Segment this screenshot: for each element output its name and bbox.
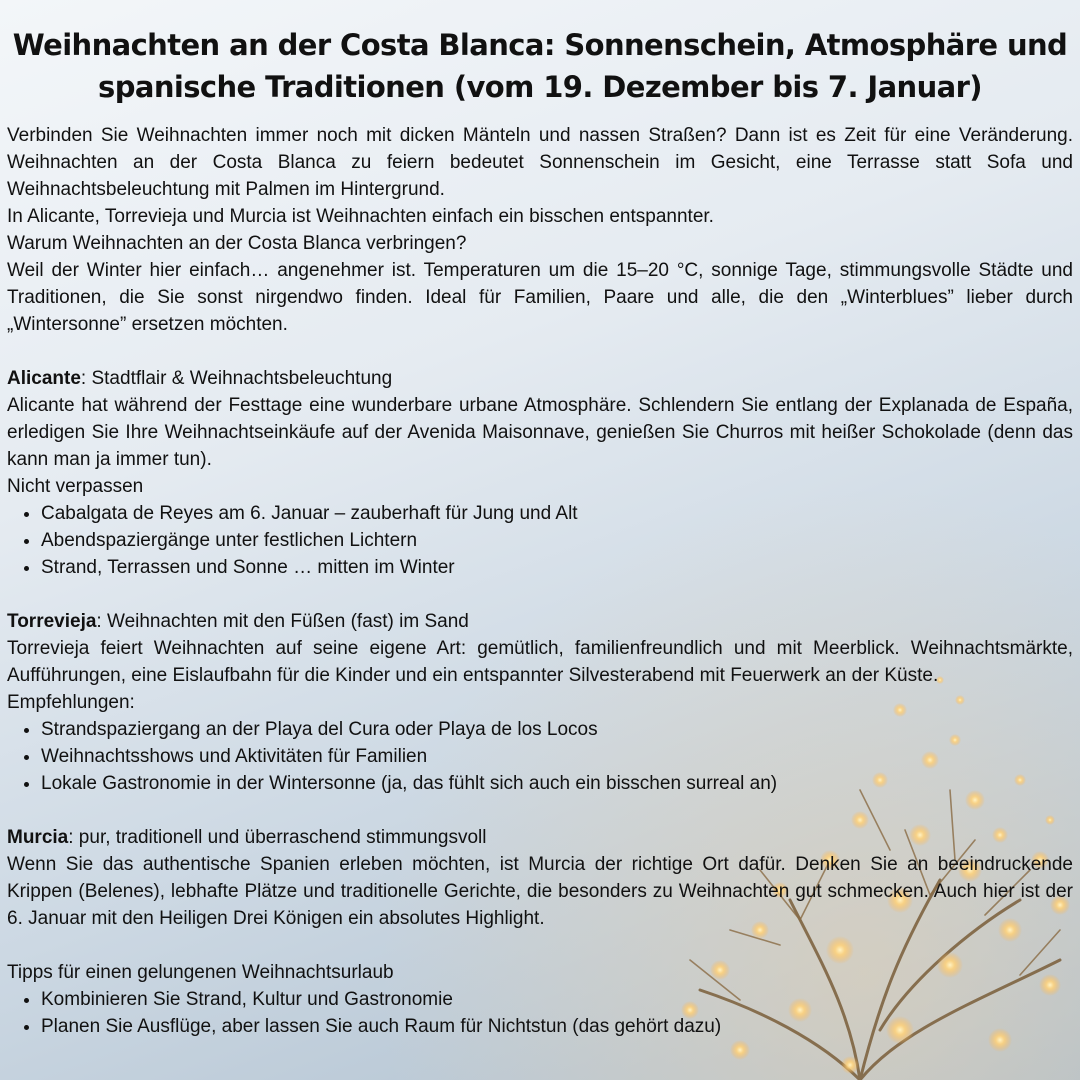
page-title: Weihnachten an der Costa Blanca: Sonnenschein, Atmosphäre und spanische Traditionen (vom 19. Dezember bis 7. Januar) bbox=[12, 28, 1068, 104]
torrevieja-list-title: Empfehlungen: bbox=[7, 692, 135, 713]
spacer bbox=[7, 581, 1073, 608]
torrevieja-list bbox=[7, 716, 1073, 797]
list-item: • Lokale Gastronomie in der Wintersonne (ja, das fühlt sich auch ein bisschen surreal an) bbox=[41, 770, 1073, 797]
spacer bbox=[7, 932, 1073, 959]
torrevieja-heading bbox=[7, 608, 1073, 635]
alicante-heading bbox=[7, 365, 1073, 392]
alicante-text: Alicante hat während der Festtage eine wunderbare urbane Atmosphäre. Schlendern Sie entlang der Explanada de España, erledigen Sie Ihre Weihnachtseinkäufe auf der Avenida Maisonnave, genießen Sie Churros mit heißer Schokolade (denn das kann man ja immer tun). bbox=[7, 395, 1073, 470]
list-item: • Strandspaziergang an der Playa del Cura oder Playa de los Locos bbox=[41, 716, 1073, 743]
spacer bbox=[7, 338, 1073, 365]
murcia-heading bbox=[7, 824, 1073, 851]
tips-list bbox=[7, 986, 1073, 1040]
alicante-name: Alicante bbox=[7, 368, 81, 389]
torrevieja-subtitle: : Weihnachten mit den Füßen (fast) im Sand bbox=[96, 611, 469, 632]
tips-title: Tipps für einen gelungenen Weihnachtsurlaub bbox=[7, 962, 394, 983]
murcia-name: Murcia bbox=[7, 827, 69, 848]
list-item: • Cabalgata de Reyes am 6. Januar – zauberhaft für Jung und Alt bbox=[41, 500, 1073, 527]
list-item: • Abendspaziergänge unter festlichen Lichtern bbox=[41, 527, 1073, 554]
why-question: Warum Weihnachten an der Costa Blanca verbringen? bbox=[7, 233, 467, 254]
alicante-list-title: Nicht verpassen bbox=[7, 476, 144, 497]
spacer bbox=[7, 797, 1073, 824]
list-item: • Strand, Terrassen und Sonne … mitten im Winter bbox=[41, 554, 1073, 581]
intro-paragraph: Verbinden Sie Weihnachten immer noch mit dicken Mänteln und nassen Straßen? Dann ist es Zeit für eine Veränderung. Weihnachten an der Costa Blanca zu feiern bedeutet Sonnenschein im Gesicht, eine Terrasse statt Sofa und Weihnachtsbeleuchtung mit Palmen im Hintergrund. bbox=[7, 125, 1073, 200]
murcia-subtitle: : pur, traditionell und überraschend stimmungsvoll bbox=[68, 827, 487, 848]
list-item: • Planen Sie Ausflüge, aber lassen Sie auch Raum für Nichtstun (das gehört dazu) bbox=[41, 1013, 1073, 1040]
alicante-list bbox=[7, 500, 1073, 581]
list-item: • Weihnachtsshows und Aktivitäten für Familien bbox=[41, 743, 1073, 770]
torrevieja-text: Torrevieja feiert Weihnachten auf seine eigene Art: gemütlich, familienfreundlich und mit Meerblick. Weihnachtsmärkte, Aufführungen, eine Eislaufbahn für die Kinder und ein entspannter Silvesterabend mit Feuerwerk an der Küste. bbox=[7, 638, 1073, 686]
torrevieja-name: Torrevieja bbox=[7, 611, 97, 632]
intro-subline: In Alicante, Torrevieja und Murcia ist Weihnachten einfach ein bisschen entspannter. bbox=[7, 206, 714, 227]
why-answer: Weil der Winter hier einfach… angenehmer ist. Temperaturen um die 15–20 °C, sonnige Tage, stimmungsvolle Städte und Traditionen, die Sie sonst nirgendwo finden. Ideal für Familien, Paare und alle, die den „Winterblues” lieber durch „Wintersonne” ersetzen möchten. bbox=[7, 260, 1073, 335]
murcia-text: Wenn Sie das authentische Spanien erleben möchten, ist Murcia der richtige Ort dafür. Denken Sie an beeindruckende Krippen (Belenes), lebhafte Plätze und traditionelle Gerichte, die besonders zu Weihnachten gut schmecken. Auch hier ist der 6. Januar mit den Heiligen Drei Königen ein absolutes Highlight. bbox=[7, 854, 1073, 929]
alicante-subtitle: : Stadtflair & Weihnachtsbeleuchtung bbox=[80, 368, 393, 389]
list-item: • Kombinieren Sie Strand, Kultur und Gastronomie bbox=[41, 986, 1073, 1013]
